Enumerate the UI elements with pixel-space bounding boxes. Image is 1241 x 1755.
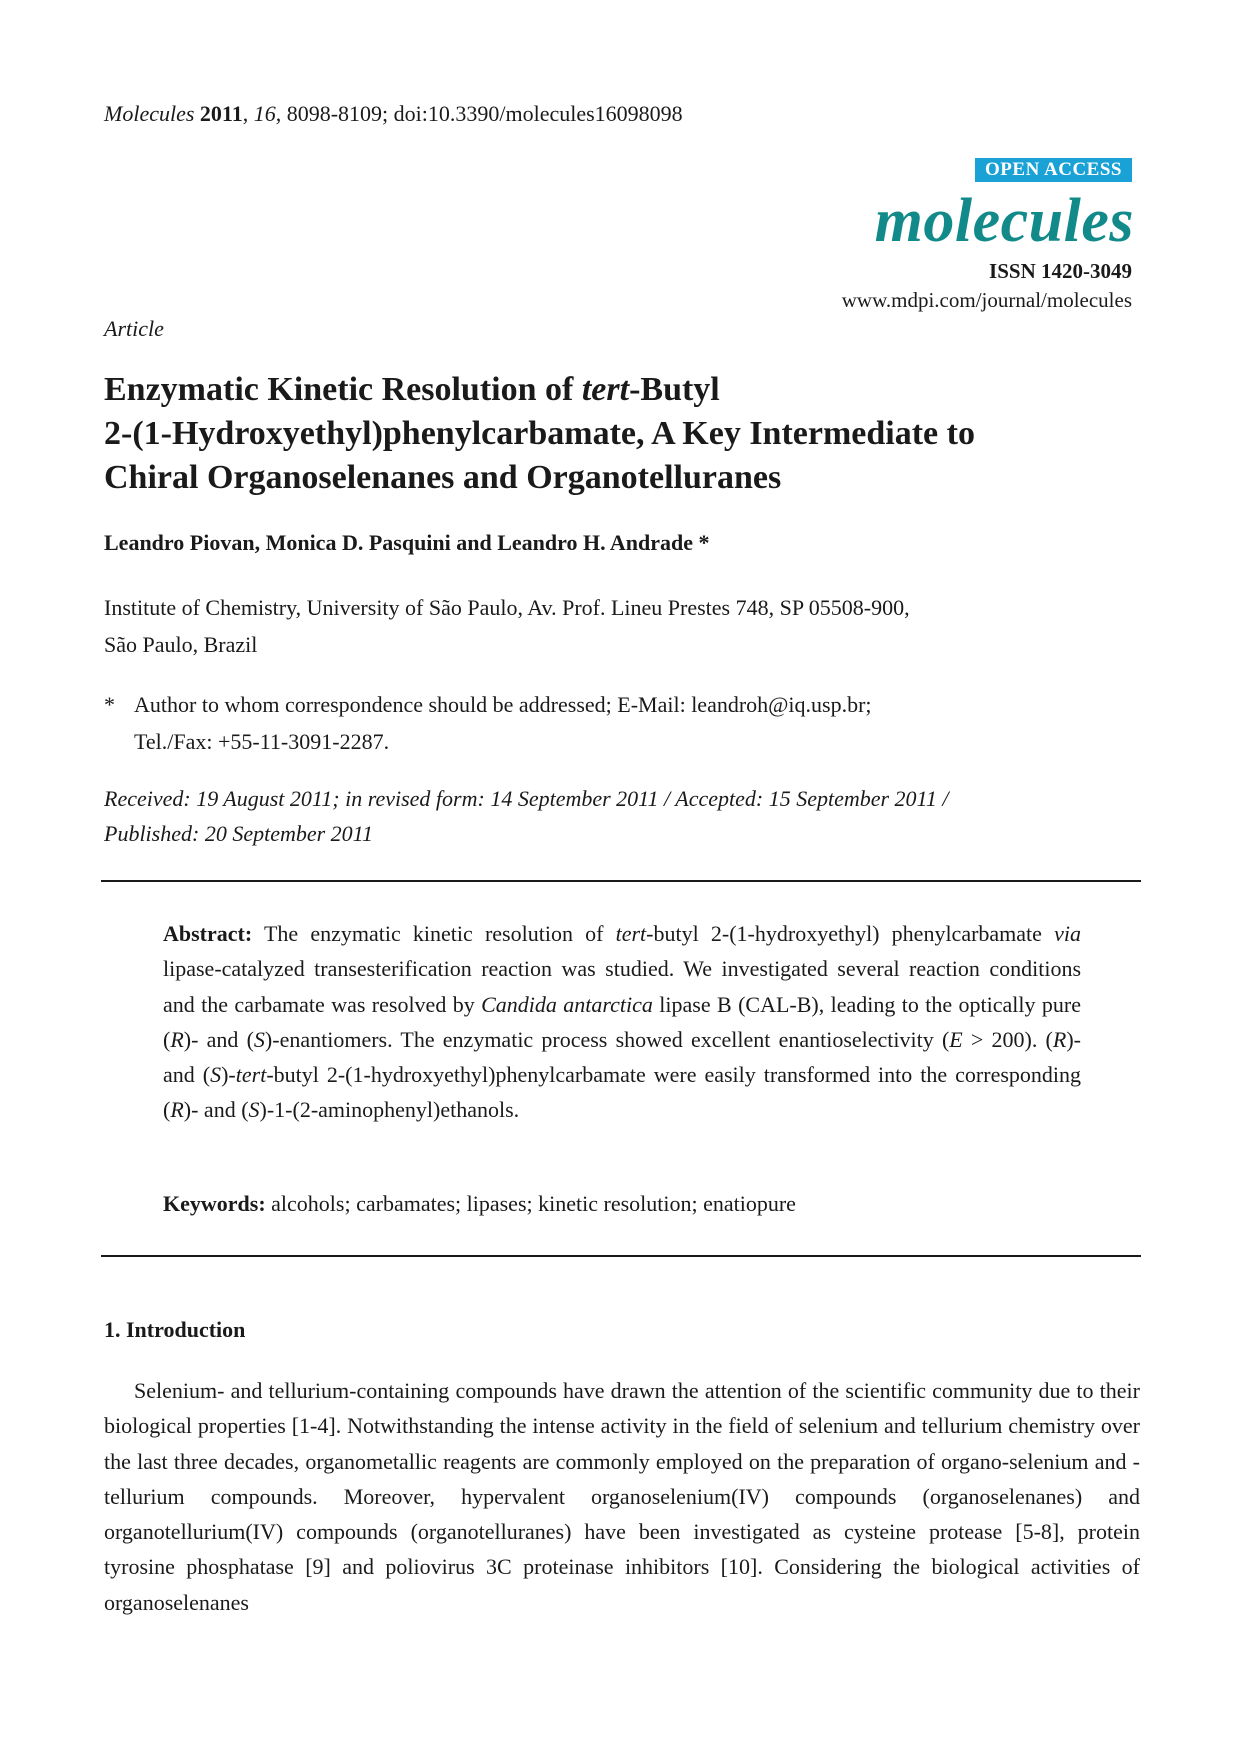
journal-logo: molecules [874, 187, 1134, 255]
citation-volume: 16 [253, 101, 276, 126]
dates-line2: Published: 20 September 2011 [104, 821, 374, 846]
paper-title [104, 368, 1144, 500]
abstract-label: Abstract: [163, 921, 253, 946]
intro-paragraph: Selenium- and tellurium-containing compounds have drawn the attention of the scientific community due to their biological properties [1-4]. Notwithstanding the intense activity in the field of selenium and tellurium chemistry over the last three decades, organometallic reagents are commonly employed on the preparation of organo-selenium and -tellurium compounds. Moreover, hypervalent organoselenium(IV) compounds (organoselenanes) and organotellurium(IV) compounds (organotelluranes) have been investigated as cysteine protease [5-8], protein tyrosine phosphatase [9] and poliovirus 3C proteinase inhibitors [10]. Considering the biological activities of organoselenanes [104, 1378, 1140, 1615]
affiliation-line1: Institute of Chemistry, University of São Paulo, Av. Prof. Lineu Prestes 748, SP 05508-900, [104, 595, 910, 620]
abstract-text: S [210, 1062, 222, 1088]
citation-journal: Molecules [104, 101, 195, 126]
abstract-text: The enzymatic kinetic resolution of [252, 921, 616, 946]
citation-line: Molecules 2011, 16, 8098-8109; doi:10.3390/molecules16098098 [104, 101, 683, 126]
keywords [163, 1191, 796, 1217]
top-divider [101, 880, 1141, 882]
abstract-text: )- and ( [183, 1026, 254, 1052]
keywords-text: alcohols; carbamates; lipases; kinetic resolution; enatiopure [265, 1191, 796, 1216]
abstract [163, 916, 1081, 1128]
section-heading: 1. Introduction [104, 1317, 246, 1342]
abstract-text: R [170, 1026, 184, 1052]
abstract-text: Candida antarctica [481, 991, 653, 1017]
abstract-text: R [1052, 1026, 1067, 1052]
abstract-text: S [253, 1026, 265, 1052]
abstract-text: tert [615, 921, 647, 946]
abstract-text: )-1-(2-aminophenyl)ethanols. [259, 1097, 520, 1123]
title-part2: tert [581, 371, 630, 408]
bottom-divider [101, 1255, 1141, 1257]
open-access-badge: OPEN ACCESS [975, 158, 1132, 182]
abstract-text: )- and ( [163, 1026, 1081, 1088]
affiliation-line2: São Paulo, Brazil [104, 632, 258, 657]
abstract-text: R [170, 1097, 184, 1123]
journal-website: www.mdpi.com/journal/molecules [841, 288, 1132, 312]
abstract-text: -butyl 2-(1-hydroxyethyl) phenylcarbamate [646, 921, 1055, 946]
author-list: Leandro Piovan, Monica D. Pasquini and Leandro H. Andrade * [104, 530, 710, 555]
issn: ISSN 1420-3049 [989, 259, 1132, 283]
abstract-text: )-enantiomers. The enzymatic process showed excellent enantioselectivity ( [264, 1026, 950, 1052]
citation-year: 2011 [199, 101, 243, 126]
correspondence [104, 686, 872, 760]
title-part1: Enzymatic Kinetic Resolution of [104, 371, 582, 408]
abstract-text: S [248, 1097, 260, 1123]
publication-dates [104, 781, 949, 851]
abstract-text: via [1054, 921, 1081, 946]
correspondence-line2: Tel./Fax: +55-11-3091-2287. [134, 729, 390, 754]
abstract-text: lipase-catalyzed transesterification reaction was studied. We investigated several reaction conditions and the carbamate was resolved by [163, 956, 1081, 1017]
title-line3: Chiral Organoselenanes and Organotelluranes [104, 459, 782, 496]
article-type: Article [104, 316, 164, 341]
abstract-text: )- and ( [183, 1097, 249, 1123]
abstract-text: -butyl 2-(1-hydroxyethyl)phenylcarbamate were easily transformed into the corresponding ( [163, 1062, 1082, 1123]
title-line2: 2-(1-Hydroxyethyl)phenylcarbamate, A Key Intermediate to [104, 415, 975, 452]
dates-line1: Received: 19 August 2011; in revised form: 14 September 2011 / Accepted: 15 September 2011 / [104, 786, 949, 811]
abstract-text: )- [221, 1062, 236, 1088]
abstract-text: > 200). ( [962, 1026, 1053, 1052]
abstract-text: lipase B (CAL-B), leading to the optically pure ( [163, 991, 1081, 1052]
title-part3: -Butyl [629, 371, 720, 408]
abstract-text: E [949, 1026, 963, 1052]
abstract-text: tert [235, 1062, 267, 1088]
correspondence-line1: Author to whom correspondence should be addressed; E-Mail: leandroh@iq.usp.br; [134, 692, 872, 717]
affiliation [104, 589, 910, 663]
keywords-label: Keywords: [163, 1191, 266, 1216]
correspondence-star: * [104, 692, 115, 717]
citation-pages-doi: , 8098-8109; doi:10.3390/molecules16098098 [275, 101, 683, 126]
